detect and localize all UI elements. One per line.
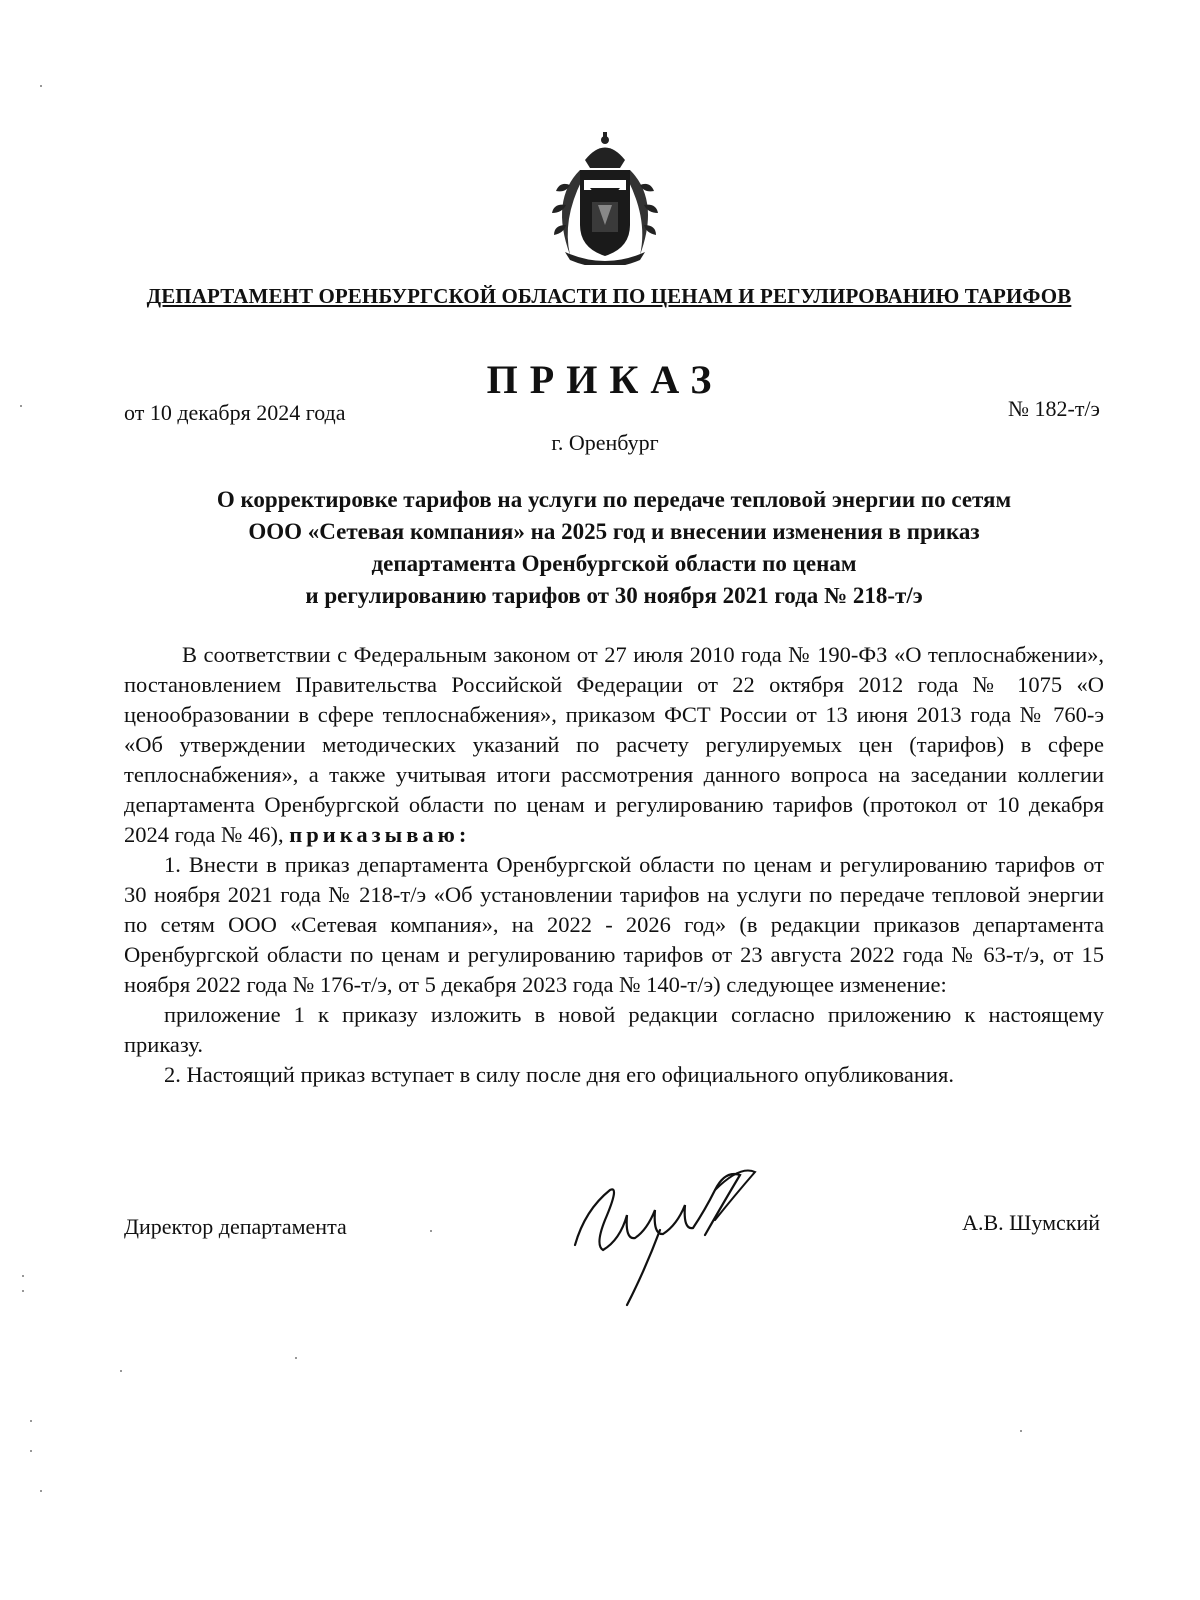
handwritten-signature xyxy=(565,1150,785,1320)
department-name: ДЕПАРТАМЕНТ ОРЕНБУРГСКОЙ ОБЛАСТИ ПО ЦЕНАМ И РЕГУЛИРОВАНИЮ ТАРИФОВ xyxy=(146,284,1072,308)
preamble-text: В соответствии с Федеральным законом от 27 июля 2010 года № 190-ФЗ «О теплоснабжении», постановлением Правительства Российской Федерации от 22 октября 2012 года № 1075 «О ценообразовании в сфере теплоснабжения», приказом ФСТ России от 13 июня 2013 года № 760-э «Об утверждении методических указаний по расчету регулируемых цен (тарифов) в сфере теплоснабжения», а также учитывая итоги рассмотрения данного вопроса на заседании коллегии департамента Оренбургской области по ценам и регулированию тарифов (протокол от 10 декабря 2024 года № 46), xyxy=(124,642,1104,847)
item-1-paragraph: 1. Внести в приказ департамента Оренбургской области по ценам и регулированию тарифов от 30 ноября 2021 года № 218-т/э «Об установлении тарифов на услуги по передаче тепловой энергии по сетям ООО «Сетевая компания», на 2022 - 2026 год» (в редакции приказов департамента Оренбургской области по ценам и регулированию тарифов от 23 августа 2022 года № 63-т/э, от 15 ноября 2022 года № 176-т/э, от 5 декабря 2023 года № 140-т/э) следующее изменение: xyxy=(124,852,1104,997)
subject-line: и регулированию тарифов от 30 ноября 2021 года № 218-т/э xyxy=(305,583,923,608)
subject-line: ООО «Сетевая компания» на 2025 год и внесении изменения в приказ xyxy=(248,519,980,544)
preamble-paragraph xyxy=(124,640,1104,850)
item-1-subparagraph: приложение 1 к приказу изложить в новой редакции согласно приложению к настоящему приказу. xyxy=(124,1002,1104,1057)
subject-line: О корректировке тарифов на услуги по передаче тепловой энергии по сетям xyxy=(216,487,1012,512)
document-title: ПРИКАЗ xyxy=(486,357,724,402)
order-word: приказываю: xyxy=(289,822,471,847)
item-2-paragraph: 2. Настоящий приказ вступает в силу после дня его официального опубликования. xyxy=(164,1062,954,1087)
document-body xyxy=(124,640,1104,1090)
document-date: от 10 декабря 2024 года xyxy=(124,400,346,425)
document-city: г. Оренбург xyxy=(551,430,659,455)
coat-of-arms-emblem xyxy=(540,130,670,265)
document-subject xyxy=(124,484,1104,612)
signatory-role: Директор департамента xyxy=(124,1214,347,1239)
subject-line: департамента Оренбургской области по ценам xyxy=(371,551,857,576)
signatory-name: А.В. Шумский xyxy=(962,1210,1100,1235)
document-number: № 182-т/э xyxy=(1008,396,1100,421)
